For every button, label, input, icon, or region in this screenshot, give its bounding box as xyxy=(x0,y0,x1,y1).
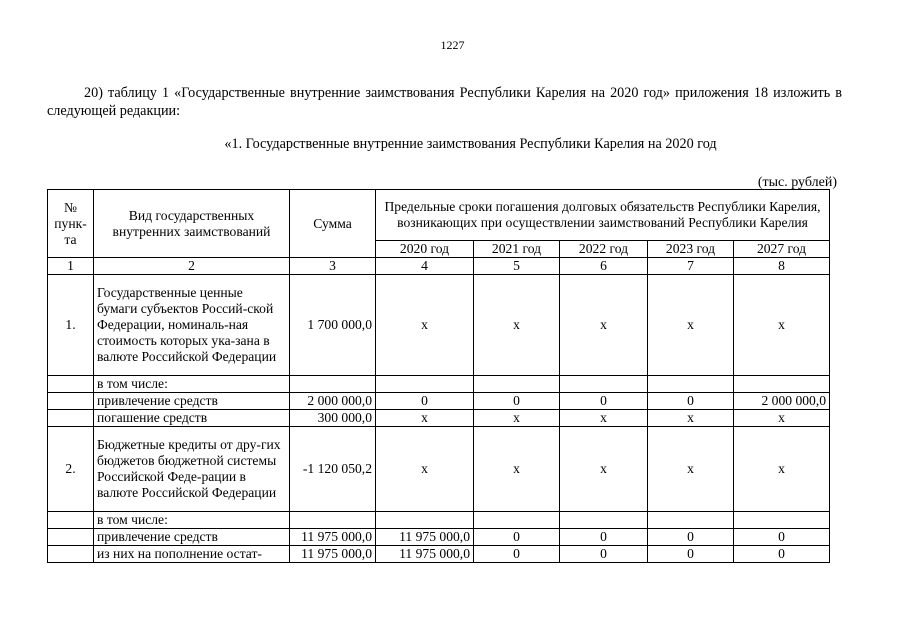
row-year-value: 0 xyxy=(474,529,560,546)
row-name: в том числе: xyxy=(94,376,290,393)
header-year: 2027 год xyxy=(734,241,830,258)
table-title: «1. Государственные внутренние заимствования Республики Карелия на 2020 год xyxy=(224,136,717,152)
row-year-value: 0 xyxy=(474,546,560,563)
row-year-value xyxy=(474,512,560,529)
column-index: 1 xyxy=(48,258,94,275)
row-year-value: 0 xyxy=(734,546,830,563)
header-row xyxy=(48,190,830,241)
row-sum: -1 120 050,2 xyxy=(290,427,376,512)
row-number: 1. xyxy=(48,275,94,376)
row-year-value: x xyxy=(648,275,734,376)
row-year-value xyxy=(560,376,648,393)
row-year-value: x xyxy=(474,410,560,427)
row-year-value xyxy=(648,512,734,529)
column-index: 3 xyxy=(290,258,376,275)
column-index: 4 xyxy=(376,258,474,275)
row-year-value: x xyxy=(560,275,648,376)
row-year-value: 0 xyxy=(560,529,648,546)
row-year-value: x xyxy=(734,410,830,427)
column-index: 7 xyxy=(648,258,734,275)
row-year-value: x xyxy=(560,410,648,427)
page-number: 1227 xyxy=(440,38,465,52)
row-name: из них на пополнение остат- xyxy=(94,546,290,563)
row-year-value: x xyxy=(734,427,830,512)
row-name: привлечение средств xyxy=(94,393,290,410)
row-year-value: 0 xyxy=(474,393,560,410)
row-number xyxy=(48,529,94,546)
table-row xyxy=(48,376,830,393)
header-year: 2023 год xyxy=(648,241,734,258)
table-row xyxy=(48,410,830,427)
borrowings-table xyxy=(47,189,830,563)
table-row xyxy=(48,427,830,512)
header-sum: Сумма xyxy=(290,190,376,258)
row-year-value xyxy=(560,512,648,529)
table-row xyxy=(48,529,830,546)
row-number xyxy=(48,546,94,563)
intro-text: 20) таблицу 1 «Государственные внутренние заимствования Республики Карелия на 2020 год» приложения 18 изложить в следующей редакции: xyxy=(47,85,842,119)
row-year-value: x xyxy=(560,427,648,512)
header-num: № пунк-та xyxy=(48,190,94,258)
row-sum xyxy=(290,512,376,529)
row-year-value: 0 xyxy=(560,546,648,563)
row-year-value: 0 xyxy=(648,546,734,563)
row-sum xyxy=(290,376,376,393)
header-terms: Предельные сроки погашения долговых обязательств Республики Карелия, возникающих при осуществлении заимствований Республики Карелия xyxy=(376,190,830,241)
units-label: (тыс. рублей) xyxy=(757,175,837,190)
row-name: привлечение средств xyxy=(94,529,290,546)
row-year-value: 2 000 000,0 xyxy=(734,393,830,410)
row-number xyxy=(48,410,94,427)
row-sum: 1 700 000,0 xyxy=(290,275,376,376)
row-name: в том числе: xyxy=(94,512,290,529)
row-year-value: 0 xyxy=(734,529,830,546)
row-year-value: 0 xyxy=(560,393,648,410)
column-index: 2 xyxy=(94,258,290,275)
row-year-value xyxy=(474,376,560,393)
row-number xyxy=(48,393,94,410)
intro-paragraph xyxy=(47,84,842,120)
column-index: 6 xyxy=(560,258,648,275)
header-type: Вид государственных внутренних заимствований xyxy=(94,190,290,258)
row-sum: 11 975 000,0 xyxy=(290,546,376,563)
row-year-value: 0 xyxy=(648,529,734,546)
row-year-value: 0 xyxy=(648,393,734,410)
table-row xyxy=(48,546,830,563)
row-sum: 2 000 000,0 xyxy=(290,393,376,410)
row-year-value: 0 xyxy=(376,393,474,410)
row-year-value xyxy=(376,376,474,393)
column-index: 8 xyxy=(734,258,830,275)
row-name: Государственные ценные бумаги субъектов Россий-ской Федерации, номиналь-ная стоимость которых ука-зана в валюте Российской Федерации xyxy=(94,275,290,376)
table-row xyxy=(48,275,830,376)
row-year-value: x xyxy=(376,410,474,427)
header-year: 2020 год xyxy=(376,241,474,258)
row-year-value xyxy=(734,376,830,393)
row-year-value: x xyxy=(474,427,560,512)
row-year-value: 11 975 000,0 xyxy=(376,529,474,546)
row-year-value: x xyxy=(648,427,734,512)
column-index-row xyxy=(48,258,830,275)
row-name: погашение средств xyxy=(94,410,290,427)
column-index: 5 xyxy=(474,258,560,275)
header-year: 2021 год xyxy=(474,241,560,258)
row-number xyxy=(48,512,94,529)
row-year-value: x xyxy=(734,275,830,376)
row-year-value: x xyxy=(474,275,560,376)
row-number xyxy=(48,376,94,393)
row-year-value: x xyxy=(648,410,734,427)
row-number: 2. xyxy=(48,427,94,512)
row-year-value: x xyxy=(376,275,474,376)
row-year-value: x xyxy=(376,427,474,512)
row-year-value xyxy=(376,512,474,529)
row-year-value xyxy=(648,376,734,393)
row-year-value: 11 975 000,0 xyxy=(376,546,474,563)
row-sum: 300 000,0 xyxy=(290,410,376,427)
row-year-value xyxy=(734,512,830,529)
row-sum: 11 975 000,0 xyxy=(290,529,376,546)
table-row xyxy=(48,512,830,529)
table-row xyxy=(48,393,830,410)
row-name: Бюджетные кредиты от дру-гих бюджетов бюджетной системы Российской Феде-рации в валюте Российской Федерации xyxy=(94,427,290,512)
header-year: 2022 год xyxy=(560,241,648,258)
